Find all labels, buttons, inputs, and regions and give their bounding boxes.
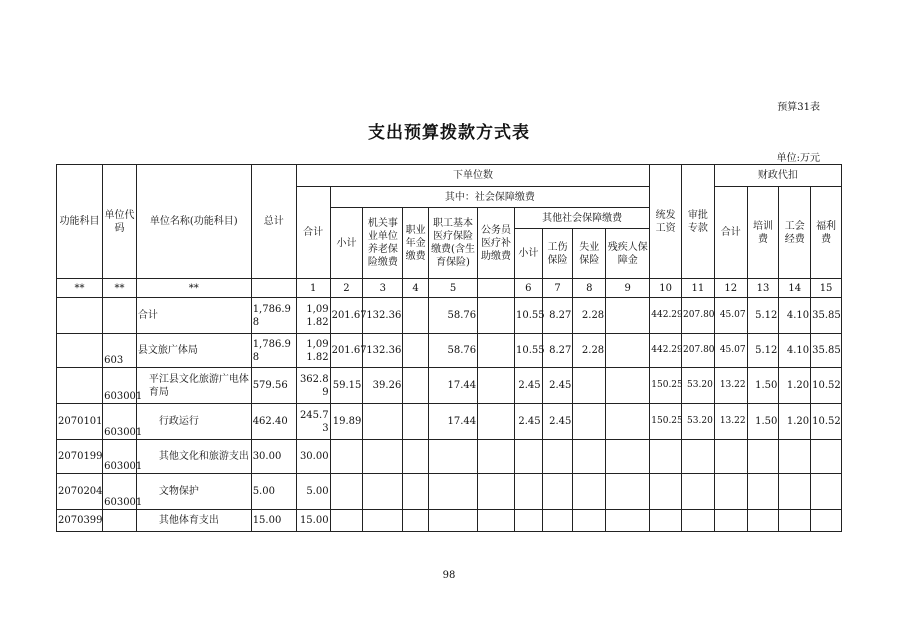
table-row: [57, 440, 842, 474]
cell-annuity: [403, 474, 429, 510]
cell-disab: [606, 510, 650, 532]
cell-code: 603001: [103, 404, 137, 440]
header-fiscal-deduct: 财政代扣: [714, 165, 841, 187]
cell-medical: 58.76: [428, 298, 477, 334]
cell-func: [57, 334, 103, 368]
cell-injury: [542, 510, 573, 532]
column-index-cell: 14: [779, 279, 811, 298]
cell-medical: 17.44: [428, 368, 477, 404]
cell-unified: 442.29: [650, 298, 682, 334]
cell-union: [779, 474, 811, 510]
cell-civil: [478, 368, 515, 404]
cell-civil: [478, 404, 515, 440]
cell-fsum: [714, 510, 747, 532]
header-unemployment: 失业保险: [573, 229, 606, 279]
column-index-cell: 4: [403, 279, 429, 298]
cell-union: 4.10: [779, 298, 811, 334]
cell-osub: 10.55: [515, 298, 543, 334]
cell-civil: [478, 298, 515, 334]
cell-pension: 39.26: [363, 368, 403, 404]
header-lower-units: 下单位数: [296, 165, 650, 187]
cell-func: [57, 298, 103, 334]
cell-unified: 150.25: [650, 368, 682, 404]
cell-unemp: 2.28: [573, 298, 606, 334]
cell-total: 15.00: [251, 510, 296, 532]
header-pension: 机关事业单位养老保险缴费: [363, 208, 403, 279]
cell-unemp: [573, 368, 606, 404]
cell-welfare: [811, 440, 842, 474]
cell-func: [57, 368, 103, 404]
cell-disab: [606, 474, 650, 510]
cell-pension: [363, 510, 403, 532]
cell-civil: [478, 440, 515, 474]
cell-total: 1,786.98: [251, 334, 296, 368]
cell-sub: [330, 474, 363, 510]
column-index-cell: 7: [542, 279, 573, 298]
column-index-cell: 1: [296, 279, 330, 298]
cell-approved: [682, 510, 715, 532]
cell-civil: [478, 510, 515, 532]
cell-sum: 15.00: [296, 510, 330, 532]
cell-func: 2070101: [57, 404, 103, 440]
cell-approved: 53.20: [682, 404, 715, 440]
cell-pension: 132.36: [363, 298, 403, 334]
cell-name: 县文旅广体局: [136, 334, 251, 368]
cell-sum: 1,091.82: [296, 298, 330, 334]
cell-train: 1.50: [747, 368, 779, 404]
page-number: 98: [442, 570, 456, 581]
cell-annuity: [403, 510, 429, 532]
header-civil-med: 公务员医疗补助缴费: [478, 208, 515, 279]
header-sum: 合计: [296, 187, 330, 279]
cell-union: [779, 440, 811, 474]
cell-sum: 245.73: [296, 404, 330, 440]
column-index-cell: 11: [682, 279, 715, 298]
cell-annuity: [403, 298, 429, 334]
column-index-cell: [478, 279, 515, 298]
cell-fsum: 45.07: [714, 298, 747, 334]
cell-name: 其他体育支出: [136, 510, 251, 532]
header-unified-pay: 统发工资: [650, 165, 682, 279]
cell-unified: [650, 510, 682, 532]
cell-osub: 2.45: [515, 368, 543, 404]
cell-code: [103, 298, 137, 334]
column-index-cell: 5: [428, 279, 477, 298]
column-index-cell: **: [136, 279, 251, 298]
column-index-cell: 10: [650, 279, 682, 298]
header-welfare: 福利费: [811, 187, 842, 279]
column-index-cell: 9: [606, 279, 650, 298]
column-index-cell: **: [57, 279, 103, 298]
cell-osub: 2.45: [515, 404, 543, 440]
cell-fsum: 45.07: [714, 334, 747, 368]
cell-unemp: [573, 440, 606, 474]
cell-injury: [542, 474, 573, 510]
column-index-cell: 12: [714, 279, 747, 298]
header-total: 总计: [251, 165, 296, 279]
cell-total: 1,786.98: [251, 298, 296, 334]
cell-injury: 8.27: [542, 298, 573, 334]
cell-unified: [650, 440, 682, 474]
cell-sub: [330, 440, 363, 474]
cell-unemp: [573, 404, 606, 440]
cell-sub: [330, 510, 363, 532]
cell-fsum: 13.22: [714, 404, 747, 440]
cell-medical: [428, 510, 477, 532]
cell-disab: [606, 298, 650, 334]
header-fiscal-sum: 合计: [714, 187, 747, 279]
cell-welfare: [811, 474, 842, 510]
cell-pension: [363, 474, 403, 510]
cell-sub: 201.67: [330, 298, 363, 334]
cell-approved: 207.80: [682, 298, 715, 334]
cell-name: 合计: [136, 298, 251, 334]
cell-func: 2070399: [57, 510, 103, 532]
cell-medical: 17.44: [428, 404, 477, 440]
cell-code: 603001: [103, 474, 137, 510]
cell-code: 603001: [103, 440, 137, 474]
cell-union: 1.20: [779, 404, 811, 440]
cell-injury: 2.45: [542, 404, 573, 440]
cell-annuity: [403, 404, 429, 440]
cell-name: 平江县文化旅游广电体育局: [136, 368, 251, 404]
cell-medical: 58.76: [428, 334, 477, 368]
table-row: [57, 510, 842, 532]
cell-fsum: 13.22: [714, 368, 747, 404]
cell-injury: 8.27: [542, 334, 573, 368]
cell-train: [747, 510, 779, 532]
cell-pension: [363, 404, 403, 440]
cell-welfare: [811, 510, 842, 532]
cell-medical: [428, 440, 477, 474]
cell-welfare: 35.85: [811, 298, 842, 334]
cell-union: 1.20: [779, 368, 811, 404]
column-index-cell: 2: [330, 279, 363, 298]
table-row: [57, 334, 842, 368]
cell-welfare: 10.52: [811, 368, 842, 404]
cell-approved: 53.20: [682, 368, 715, 404]
cell-union: 4.10: [779, 334, 811, 368]
cell-unified: 150.25: [650, 404, 682, 440]
table-row: [57, 474, 842, 510]
cell-pension: [363, 440, 403, 474]
cell-sub: 201.67: [330, 334, 363, 368]
cell-fsum: [714, 440, 747, 474]
cell-annuity: [403, 368, 429, 404]
cell-total: 5.00: [251, 474, 296, 510]
cell-pension: 132.36: [363, 334, 403, 368]
cell-train: 5.12: [747, 298, 779, 334]
header-disability: 残疾人保障金: [606, 229, 650, 279]
cell-train: 1.50: [747, 404, 779, 440]
table-row: [57, 298, 842, 334]
cell-injury: [542, 440, 573, 474]
cell-civil: [478, 474, 515, 510]
column-index-cell: 8: [573, 279, 606, 298]
cell-fsum: [714, 474, 747, 510]
cell-disab: [606, 404, 650, 440]
cell-train: [747, 440, 779, 474]
table-number: 预算31表: [777, 102, 820, 113]
cell-train: [747, 474, 779, 510]
cell-code: [103, 510, 137, 532]
header-func-code: 功能科目: [57, 165, 103, 279]
table-row: [57, 368, 842, 404]
header-medical: 职工基本医疗保险缴费(含生育保险): [428, 208, 477, 279]
header-training: 培训费: [747, 187, 779, 279]
cell-osub: [515, 440, 543, 474]
cell-sum: 30.00: [296, 440, 330, 474]
cell-welfare: 35.85: [811, 334, 842, 368]
column-index-cell: 13: [747, 279, 779, 298]
unit-label: 单位:万元: [776, 153, 820, 164]
cell-total: 30.00: [251, 440, 296, 474]
cell-unemp: 2.28: [573, 334, 606, 368]
cell-disab: [606, 368, 650, 404]
budget-table: [56, 164, 842, 532]
cell-disab: [606, 440, 650, 474]
cell-func: 2070204: [57, 474, 103, 510]
cell-osub: 10.55: [515, 334, 543, 368]
header-union-fee: 工会经费: [779, 187, 811, 279]
cell-approved: 207.80: [682, 334, 715, 368]
column-index-cell: 6: [515, 279, 543, 298]
cell-osub: [515, 474, 543, 510]
header-injury: 工伤保险: [542, 229, 573, 279]
cell-sum: 362.89: [296, 368, 330, 404]
cell-disab: [606, 334, 650, 368]
header-among: 其中：社会保障缴费: [330, 187, 650, 208]
cell-name: 其他文化和旅游支出: [136, 440, 251, 474]
cell-injury: 2.45: [542, 368, 573, 404]
column-index-cell: **: [103, 279, 137, 298]
cell-sub: 59.15: [330, 368, 363, 404]
cell-unified: 442.29: [650, 334, 682, 368]
cell-train: 5.12: [747, 334, 779, 368]
cell-approved: [682, 474, 715, 510]
cell-sum: 1,091.82: [296, 334, 330, 368]
cell-welfare: 10.52: [811, 404, 842, 440]
cell-func: 2070199: [57, 440, 103, 474]
cell-total: 579.56: [251, 368, 296, 404]
header-other-subtotal: 小计: [515, 229, 543, 279]
cell-unemp: [573, 474, 606, 510]
header-annuity: 职业年金缴费: [403, 208, 429, 279]
column-index-cell: [251, 279, 296, 298]
cell-annuity: [403, 440, 429, 474]
cell-approved: [682, 440, 715, 474]
cell-annuity: [403, 334, 429, 368]
cell-code: 603: [103, 334, 137, 368]
cell-unified: [650, 474, 682, 510]
cell-code: 603001: [103, 368, 137, 404]
cell-osub: [515, 510, 543, 532]
cell-sub: 19.89: [330, 404, 363, 440]
header-approved: 审批专款: [682, 165, 715, 279]
cell-name: 文物保护: [136, 474, 251, 510]
page-title: 支出预算拨款方式表: [368, 123, 530, 143]
table-row: [57, 404, 842, 440]
column-index-row: [57, 279, 842, 298]
cell-sum: 5.00: [296, 474, 330, 510]
header-other-ss: 其他社会保障缴费: [515, 208, 650, 229]
header-subtotal: 小计: [330, 208, 363, 279]
header-unit-code: 单位代码: [103, 165, 137, 279]
cell-medical: [428, 474, 477, 510]
cell-civil: [478, 334, 515, 368]
cell-total: 462.40: [251, 404, 296, 440]
header-unit-name: 单位名称(功能科目): [136, 165, 251, 279]
column-index-cell: 15: [811, 279, 842, 298]
cell-unemp: [573, 510, 606, 532]
cell-union: [779, 510, 811, 532]
column-index-cell: 3: [363, 279, 403, 298]
cell-name: 行政运行: [136, 404, 251, 440]
